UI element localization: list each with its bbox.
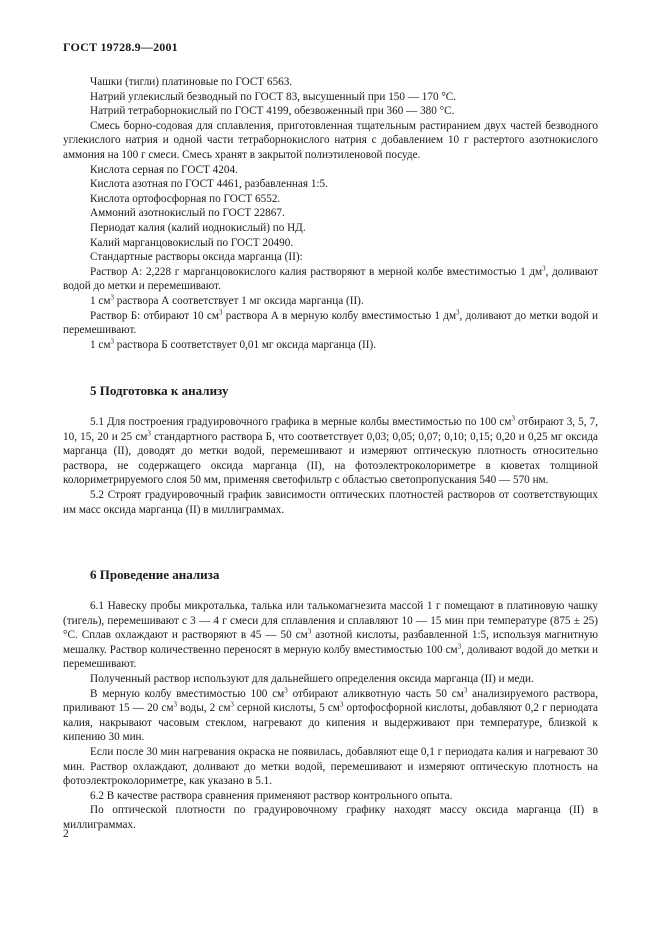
section-6-heading: 6 Проведение анализа [90, 567, 220, 582]
paragraph-6-1-procedure: В мерную колбу вместимостью 100 $см^3$ отбирают аликвотную часть 50 $см^3$ анализируемого раствора, приливают 15 — 20 $см^3$ воды, 2 $см^3$ серной кислоты, 5 $см^3$ ортофосфорной кислоты, добавляют 0,2 г периодата калия, накрывают часовым стеклом, нагревают до кипения и выдерживают при температуре, близкой к кипению 30 мин. [63, 685, 598, 744]
reagent-item: Чашки (тигли) платиновые по ГОСТ 6563. [90, 76, 293, 88]
reagents-block [63, 75, 598, 352]
reagent-item: Стандартные растворы оксида марганца (II): [90, 251, 303, 264]
reagent-item: Кислота ортофосфорная по ГОСТ 6552. [90, 192, 281, 205]
reagent-item: Смесь борно-содовая для сплавления, приготовленная тщательным растиранием двух частей безводного углекислого натрия и одной части тетраборнокислого натрия с добавлением 10 г растертого азотнокислого аммония на 100 г смеси. Смесь хранят в закрытой полиэтиленовой посуде. [63, 119, 598, 161]
document-header: ГОСТ 19728.9—2001 [63, 40, 178, 54]
paragraph-6-2: 6.2 В качестве раствора сравнения применяют раствор контрольного опыта. [90, 789, 453, 802]
reagent-item: Калий марганцовокислый по ГОСТ 20490. [90, 236, 294, 249]
paragraph-6-1: 6.1 Навеску пробы микроталька, талька или талькомагнезита массой 1 г помещают в платиновую чашку (тигель), перемешивают с 3 — 4 г смеси для сплавления и сплавляют 10 — 15 мин при температуре (875 ± 25) °С. Сплав охлаждают и растворяют в 45 — 50 $см^3$ азотной кислоты, разбавленной 1:5, используя магнитную мешалку. Раствор количественно переносят в мерную колбу вместимостью 100 $см^3$, доливают водой до метки и перемешивают. [63, 600, 599, 671]
solution-a-equivalence: 1 $см^3$ раствора А соответствует 1 мг оксида марганца (II). [90, 293, 364, 307]
paragraph-6-1-note: Если после 30 мин нагревания окраска не появилась, добавляют еще 0,1 г периодата калия и нагревают 30 мин. Раствор охлаждают, доливают до метки водой, перемешивают и измеряют оптическую плотность на фотоэлектроколориметре, как указано в 5.1. [63, 745, 598, 788]
solution-b-equivalence: 1 $см^3$ раствора Б соответствует 0,01 мг оксида марганца (II). [90, 336, 377, 351]
reagent-item: Аммоний азотнокислый по ГОСТ 22867. [90, 207, 285, 220]
reagent-item: Периодат калия (калий иоднокислый) по НД. [90, 221, 306, 234]
section-6-body [63, 599, 598, 833]
page-number: 2 [63, 828, 69, 840]
solution-a-paragraph: Раствор А: 2,228 г марганцовокислого калия растворяют в мерной колбе вместимостью 1 $дм^3$, доливают водой до метки и перемешивают. [63, 263, 598, 293]
reagent-item: Натрий тетраборнокислый по ГОСТ 4199, обезвоженный при 360 — 380 °С. [90, 105, 455, 118]
reagent-item: Натрий углекислый безводный по ГОСТ 83, высушенный при 150 — 170 °С. [90, 90, 457, 103]
paragraph-6-2-result: По оптической плотности по градуировочному графику находят массу оксида марганца (II) в миллиграммах. [63, 804, 598, 831]
section-5-body [63, 415, 598, 517]
solution-b-paragraph: Раствор Б: отбирают 10 $см^3$ раствора А в мерную колбу вместимостью 1 $дм^3$, доливают до метки водой и перемешивают. [63, 307, 599, 337]
paragraph-6-1-continued: Полученный раствор используют для дальнейшего определения оксида марганца (II) и меди. [90, 672, 534, 685]
reagent-item: Кислота азотная по ГОСТ 4461, разбавленная 1:5. [90, 178, 328, 191]
section-5-heading: 5 Подготовка к анализу [90, 383, 229, 398]
reagent-item: Кислота серная по ГОСТ 4204. [90, 163, 238, 176]
paragraph-5-1: 5.1 Для построения градуировочного графика в мерные колбы вместимостью по 100 $см^3$ отбирают 3, 5, 7, 10, 15, 20 и 25 $см^3$ стандартного раствора Б, что соответствует 0,03; 0,05; 0,07; 0,10; 0,15; 0,20 и 0,25 мг оксида марганца (II), доводят до метки водой, перемешивают и измеряют оптическую плотность относительно раствора, не содержащего оксида марганца (II), на фотоэлектроколориметре в кюветах толщиной колориметрируемого слоя 50 мм, применяя светофильтр с областью светопропускания 540 — 570 нм. [63, 414, 598, 487]
paragraph-5-2: 5.2 Строят градуировочный график зависимости оптических плотностей растворов от соответствующих им масс оксида марганца (II) в миллиграммах. [63, 488, 598, 516]
